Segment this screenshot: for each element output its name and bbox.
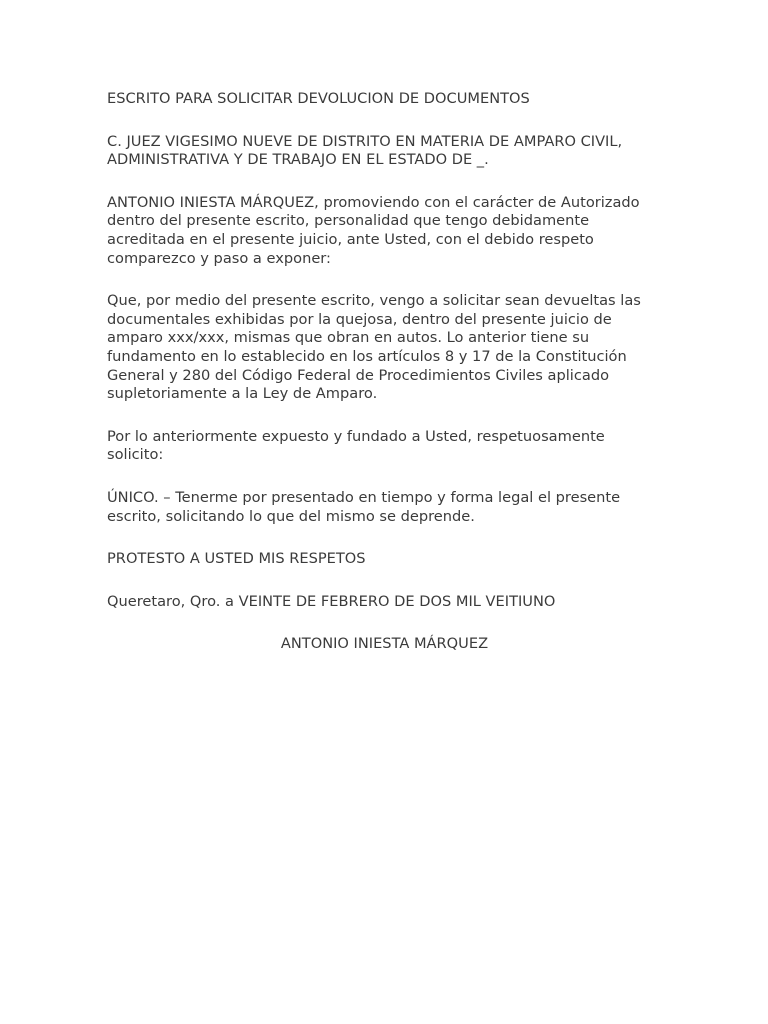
document-title: ESCRITO PARA SOLICITAR DEVOLUCION DE DOCUMENTOS — [107, 90, 530, 107]
request-intro-paragraph: Por lo anteriormente expuesto y fundado a Usted, respetuosamente solicito: — [107, 427, 605, 464]
body-paragraph: Que, por medio del presente escrito, vengo a solicitar sean devueltas las documentales exhibidas por la quejosa, dentro del presente juicio de amparo xxx/xxx, mismas que obran en autos. Lo anterior tiene su fundamento en lo establecido en los artículos 8 y 17 de la Constitución General y 280 del Código Federal de Procedimientos Civiles aplicado supletoriamente a la Ley de Amparo. — [107, 292, 641, 403]
document-body — [107, 90, 652, 654]
closing-line: PROTESTO A USTED MIS RESPETOS — [107, 550, 366, 568]
signature-name: ANTONIO INIESTA MÁRQUEZ — [280, 635, 489, 653]
petition-paragraph: ÚNICO. – Tenerme por presentado en tiempo y forma legal el presente escrito, solicitando lo que del mismo se deprende. — [107, 488, 621, 525]
place-date-line: Queretaro, Qro. a VEINTE DE FEBRERO DE DOS MIL VEITIUNO — [107, 592, 556, 610]
addressee-paragraph: C. JUEZ VIGESIMO NUEVE DE DISTRITO EN MATERIA DE AMPARO CIVIL, ADMINISTRATIVA Y DE TRABAJO EN EL ESTADO DE _. — [107, 132, 623, 169]
introduction-paragraph: ANTONIO INIESTA MÁRQUEZ, promoviendo con el carácter de Autorizado dentro del presente escrito, personalidad que tengo debidamente acreditada en el presente juicio, ante Usted, con el debido respeto comparezco y paso a exponer: — [107, 193, 640, 267]
